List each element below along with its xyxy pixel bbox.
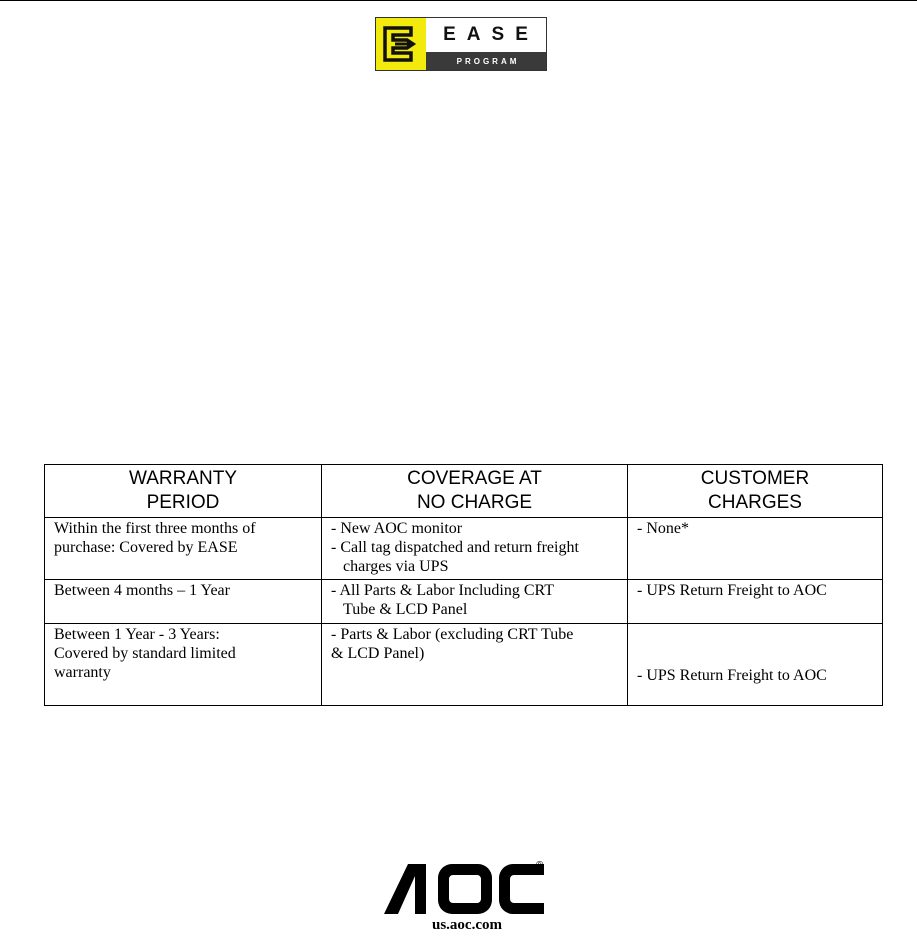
cell-line: - Parts & Labor (excluding CRT Tube xyxy=(331,626,574,643)
header-line: CHARGES xyxy=(708,492,802,513)
cell-charges xyxy=(628,624,883,706)
cell-line: Within the first three months of xyxy=(54,520,256,537)
table-row xyxy=(45,580,883,624)
cell-line: - Call tag dispatched and return freight xyxy=(331,539,579,556)
cell-line: - None* xyxy=(637,520,689,537)
top-rule xyxy=(0,0,917,1)
header-line: COVERAGE AT xyxy=(407,468,542,489)
cell-line: - UPS Return Freight to AOC xyxy=(637,667,827,684)
ease-logo-program: PROGRAM xyxy=(426,52,546,70)
cell-coverage xyxy=(322,580,628,624)
cell-period xyxy=(45,580,322,624)
cell-charges xyxy=(628,518,883,580)
ease-arrow-icon xyxy=(376,18,426,70)
aoc-logo xyxy=(382,858,550,936)
header-line: WARRANTY xyxy=(128,468,238,489)
cell-period xyxy=(45,624,322,706)
cell-coverage xyxy=(322,518,628,580)
ease-program-logo xyxy=(375,17,547,71)
header-customer-charges xyxy=(628,465,883,518)
cell-line: charges via UPS xyxy=(343,558,449,575)
registered-mark: ® xyxy=(536,860,544,871)
cell-charges xyxy=(628,580,883,624)
cell-coverage xyxy=(322,624,628,706)
cell-line: - UPS Return Freight to AOC xyxy=(637,582,827,599)
cell-line: Between 4 months – 1 Year xyxy=(54,582,230,599)
header-line: PERIOD xyxy=(146,492,220,513)
aoc-wordmark xyxy=(382,858,550,916)
cell-line: Between 1 Year - 3 Years: xyxy=(54,626,220,643)
cell-line: & LCD Panel) xyxy=(331,645,425,662)
cell-line: - New AOC monitor xyxy=(331,520,463,537)
cell-line: Tube & LCD Panel xyxy=(343,601,468,618)
cell-line: Covered by standard limited xyxy=(54,645,236,662)
cell-period xyxy=(45,518,322,580)
cell-line: purchase: Covered by EASE xyxy=(54,539,238,556)
aoc-url: us.aoc.com xyxy=(432,917,502,933)
cell-line: - All Parts & Labor Including CRT xyxy=(331,582,555,599)
table-row xyxy=(45,518,883,580)
header-coverage xyxy=(322,465,628,518)
header-warranty-period xyxy=(45,465,322,518)
header-line: NO CHARGE xyxy=(416,492,533,513)
ease-logo-word: EASE xyxy=(426,18,546,52)
table-row xyxy=(45,624,883,706)
header-line: CUSTOMER xyxy=(700,468,810,489)
cell-line: warranty xyxy=(54,664,111,681)
warranty-table xyxy=(44,464,883,706)
table-header-row xyxy=(45,465,883,518)
